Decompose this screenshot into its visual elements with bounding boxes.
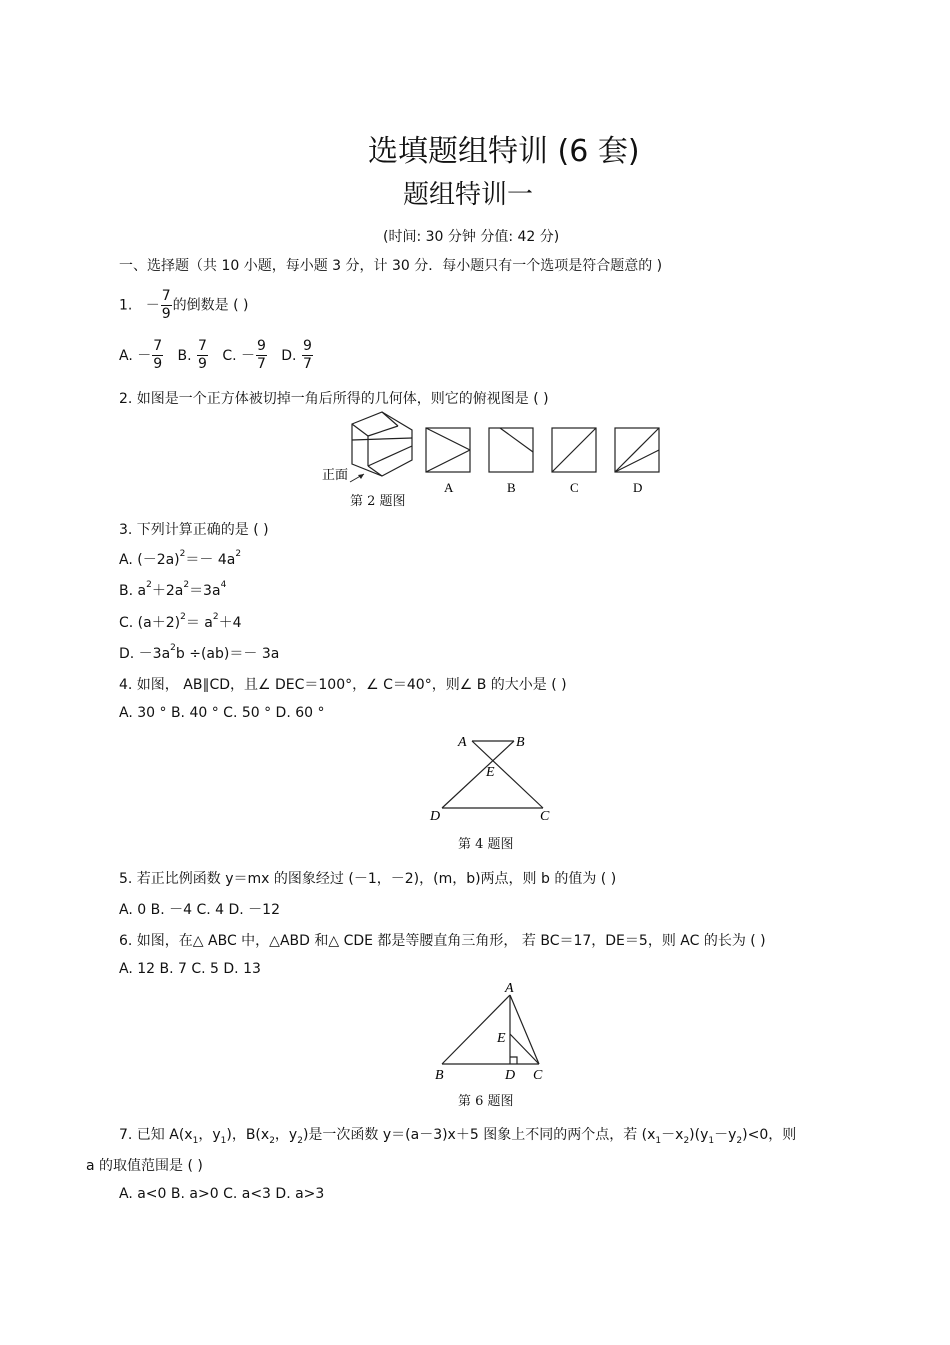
point-a: A [458, 735, 467, 750]
question-6: 6. 如图，在△ ABC 中，△ABD 和△ CDE 都是等腰直角三角形， 若 BC＝17，DE＝5，则 AC 的长为 ( ) [119, 933, 766, 949]
point-c: C [533, 1068, 543, 1083]
segment-ac [510, 995, 539, 1064]
question-4-figure [420, 730, 570, 825]
question-3-option-a: A. $(-2a)^2=- 4a^2$ [119, 549, 242, 568]
option-d: D. $\frac{9}{7}$ [281, 338, 312, 372]
question-1-options [119, 338, 314, 373]
option-label-d: D [633, 480, 643, 495]
question-2: 2. 如图是一个正方体被切掉一角后所得的几何体，则它的俯视图是 ( ) [119, 391, 549, 407]
question-7: 7. 已知 $A(x_1$，$y_1$)，$B(x_2$，$y_2$)是一次函数 y＝(a－3)x＋5 图象上不同的两个点，若 $(x_1-x_2)(y_1-y_2)<0$，则 [119, 1127, 797, 1146]
segment-ab [442, 995, 510, 1064]
option-b: B. $\frac{7}{9}$ [177, 338, 207, 372]
question-1: 1. － $\frac{7}{9}$ 的倒数是 ( ) [119, 288, 249, 322]
question-5-options: A. 0 B. －4 C. 4 D. －12 [119, 902, 280, 918]
option-label-b: B [507, 480, 516, 495]
figure-4-caption: 第 4 题图 [458, 837, 514, 852]
time-score-info: (时间: 30 分钟 分值: 42 分) [383, 229, 560, 245]
question-6-options: A. 12 B. 7 C. 5 D. 13 [119, 961, 261, 977]
point-b: B [516, 735, 525, 750]
question-text: 的倒数是 ( ) [172, 297, 249, 314]
point-d: D [505, 1068, 516, 1083]
option-a: A. － $\frac{7}{9}$ [119, 338, 163, 372]
figure-6-caption: 第 6 题图 [458, 1094, 514, 1109]
question-7-line-2: a 的取值范围是 ( ) [86, 1158, 203, 1174]
question-4: 4. 如图， AB∥CD，且∠ DEC＝100°，∠ C＝40°，则∠ B 的大小是 ( ) [119, 677, 567, 693]
page-subtitle: 题组特训一 [403, 180, 534, 210]
front-label: 正面 [322, 467, 349, 482]
option-b-square [489, 428, 533, 472]
fraction: $\frac{7}{9}$ [161, 288, 171, 322]
question-5: 5. 若正比例函数 y＝mx 的图象经过 (－1，－2)，(m，b)两点，则 b 的值为 ( ) [119, 871, 617, 887]
right-angle-mark [510, 1057, 517, 1064]
point-c: C [540, 809, 550, 824]
point-e: E [486, 765, 495, 780]
question-3-option-d: D. $-3a^2b \div(ab)=- 3a$ [119, 643, 280, 662]
point-a: A [505, 981, 514, 996]
option-a-square [426, 428, 470, 472]
point-d: D [430, 809, 441, 824]
point-b: B [435, 1068, 444, 1083]
option-c: C. － $\frac{9}{7}$ [222, 338, 266, 372]
segment-ac [472, 741, 543, 808]
question-7-options: A. a<0 B. a>0 C. a<3 D. a>3 [119, 1186, 325, 1202]
question-3: 3. 下列计算正确的是 ( ) [119, 522, 269, 538]
question-6-figure [425, 978, 555, 1086]
question-number: 1. [119, 297, 133, 314]
question-3-option-c: C. $(a+2)^2= a^2+4$ [119, 612, 242, 631]
page-title: 选填题组特训 (6 套) [368, 134, 640, 169]
question-3-option-b: B. $a^2+2a^2=3a^4$ [119, 580, 227, 599]
segment-ec [510, 1034, 539, 1064]
question-4-options: A. 30 ° B. 40 ° C. 50 ° D. 60 ° [119, 705, 325, 721]
segment-bd [442, 741, 514, 808]
section-heading: 一、选择题（共 10 小题，每小题 3 分，计 30 分．每小题只有一个选项是符合题意的 ) [119, 258, 663, 274]
cube-figure [352, 412, 412, 476]
option-label-a: A [444, 480, 454, 495]
point-e: E [497, 1031, 506, 1046]
figure-2-caption: 第 2 题图 [350, 494, 406, 509]
option-label-c: C [570, 480, 579, 495]
